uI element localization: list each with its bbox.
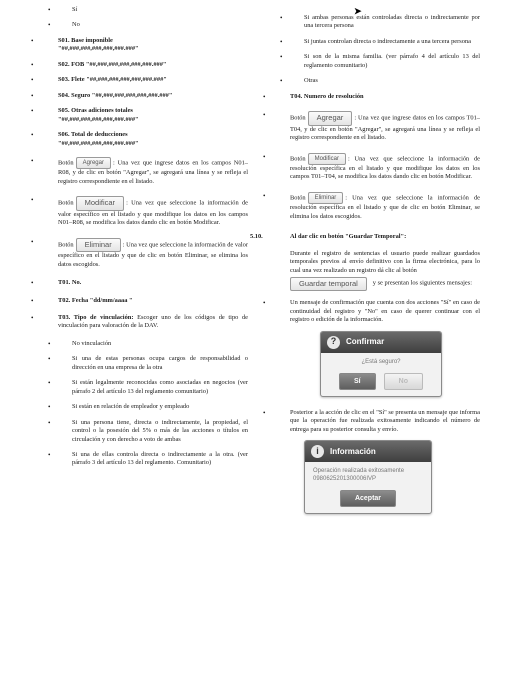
dialog-body: Operación realizada exitosamente 0980625201300006IVP Aceptar bbox=[305, 462, 431, 513]
post-description: • Posterior a la acción de clic en el "Sí" se presenta un mensaje que informa que la operación fue realizada exitosamente indicando el número de entrega para su posterior consulta y envío. bbox=[263, 408, 480, 433]
modificar-description-t: • Botón Modificar : Una vez que seleccione la información de resolución específica en el listado y que modifique los datos en los campos T01–T04, se modifica los datos dando clic en botón Modificar. bbox=[263, 152, 480, 181]
section-paragraph: Durante el registro de sentencias el usuario puede realizar guardados temporales previos al envío definitivo con la firma electrónica, para lo cual una vez realizado un registro dá clic al botón Guardar temporal y se presentan los siguientes mensajes: bbox=[258, 250, 480, 292]
modificar-button[interactable]: Modificar bbox=[308, 153, 346, 165]
eliminar-button[interactable]: Eliminar bbox=[308, 192, 344, 204]
field-t04: • T04. Numero de resolución bbox=[263, 92, 364, 101]
field-s06: • S06. Total de deducciones "##,###,###,###,###,###.###" bbox=[31, 131, 139, 147]
dialog-header: i Información bbox=[305, 441, 431, 462]
field-s03: • S03. Flete "##,###,###,###,###,###.###" bbox=[31, 76, 167, 85]
agregar-button[interactable]: Agregar bbox=[308, 111, 353, 126]
field-s05: • S05. Otras adiciones totales "##,###,###,###,###,###.###" bbox=[31, 107, 139, 123]
list-item: • Otras bbox=[280, 77, 318, 86]
dialog-buttons bbox=[329, 373, 433, 390]
field-s02: • S02. FOB "##,###,###,###,###,###.###" bbox=[31, 60, 167, 69]
field-t02: • T02. Fecha "dd/mm/aaaa " bbox=[31, 296, 133, 305]
list-item: • No vinculación bbox=[48, 339, 112, 348]
modificar-description: • Botón Modificar : Una vez que seleccione la información de valor específico en el listado y que modifique los datos en los campos N01–R08, se modifica los datos dando clic en botón Modificar. bbox=[31, 196, 248, 227]
info-icon: i bbox=[311, 445, 324, 458]
eliminar-description-t: • Botón Eliminar : Una vez que seleccione la información de resolución específica en el listado y que de clic en botón Eliminar, se elimina los datos escogidos. bbox=[263, 191, 480, 220]
yes-button[interactable]: Sí bbox=[339, 373, 376, 390]
list-item: • Si una de estas personas ocupa cargos de responsabilidad o dirección en una empresa de la otra bbox=[48, 355, 248, 371]
accept-button[interactable]: Aceptar bbox=[340, 490, 396, 507]
right-column bbox=[250, 0, 480, 514]
list-item: • Sí bbox=[48, 6, 78, 14]
guardar-temporal-button[interactable]: Guardar temporal bbox=[290, 277, 367, 292]
info-dialog bbox=[304, 440, 432, 514]
list-item: • No bbox=[48, 21, 80, 30]
list-item: • Si juntas controlan directa o indirectamente a una tercera persona bbox=[280, 37, 471, 46]
no-button[interactable]: No bbox=[384, 373, 423, 390]
field-s04: • S04. Seguro "##,###,###,###,###,###.###" bbox=[31, 91, 173, 100]
list-item: • Si están en relación de empleador y empleado bbox=[48, 403, 190, 412]
bullet: • bbox=[48, 21, 51, 30]
list-item: • Si una persona tiene, directa o indirectamente, la propiedad, el control o la posesión del 5% o más de las acciones o títulos en circulación y con derecho a voto de ambas bbox=[48, 418, 248, 443]
dialog-header: ? Confirmar ➤ bbox=[321, 332, 441, 353]
list-item: • Si ambas personas están controladas directa o indirectamente por una tercera persona bbox=[280, 14, 480, 30]
list-item: • Si una de ellas controla directa o indirectamente a la otra. (ver párrafo 3 del artículo 13 del reglamento. Comunitario) bbox=[48, 450, 248, 467]
dialog-buttons bbox=[313, 490, 423, 507]
agregar-description: • Botón Agregar : Una vez que ingrese datos en los campos N01–R08, y de clic en botón "Agregar", se agregará una línea y se refleja el registro correspondiente en el listado. bbox=[31, 156, 248, 185]
left-column bbox=[26, 0, 248, 475]
field-t01: • T01. No. bbox=[31, 279, 82, 288]
question-icon: ? bbox=[327, 336, 340, 349]
eliminar-description: • Botón Eliminar : Una vez que seleccione la información de valor específico en el listado y que de clic en botón Eliminar, se elimina los datos escogidos. bbox=[31, 237, 248, 268]
dialog-body: ¿Está seguro? Sí No bbox=[321, 353, 441, 396]
list-item: • Si están legalmente reconocidas como asociadas en negocios (ver párrafo 2 del artículo 13 del reglamento comunitario) bbox=[48, 379, 248, 395]
agregar-button[interactable]: Agregar bbox=[76, 157, 111, 169]
list-item: • Si son de la misma familia. (ver párrafo 4 del artículo 13 del reglamento comunitario) bbox=[280, 53, 480, 69]
field-t03: • T03. Tipo de vinculación: Escoger uno de los códigos de tipo de vinculación para valoración de la DAV. bbox=[31, 314, 248, 330]
field-s01: • S01. Base imponible "##,###,###,###,###,###.###" bbox=[31, 36, 139, 53]
modificar-button[interactable]: Modificar bbox=[76, 196, 124, 211]
agregar-description-t: • Botón Agregar : Una vez que ingrese datos en los campos T01–T04, y de clic en botón "Agregar", se agregará una línea y se refleja el registro correspondiente en el listado. bbox=[263, 111, 480, 142]
confirm-description: • Un mensaje de confirmación que cuenta con dos acciones "Sí" en caso de continuidad del registro y "No" en caso de querer continuar con el registro o edición de la información. bbox=[263, 299, 480, 324]
bullet: • bbox=[48, 6, 51, 14]
section-heading: 5.10. Al dar clic en botón "Guardar Temporal": bbox=[250, 233, 407, 241]
eliminar-button[interactable]: Eliminar bbox=[76, 238, 121, 253]
